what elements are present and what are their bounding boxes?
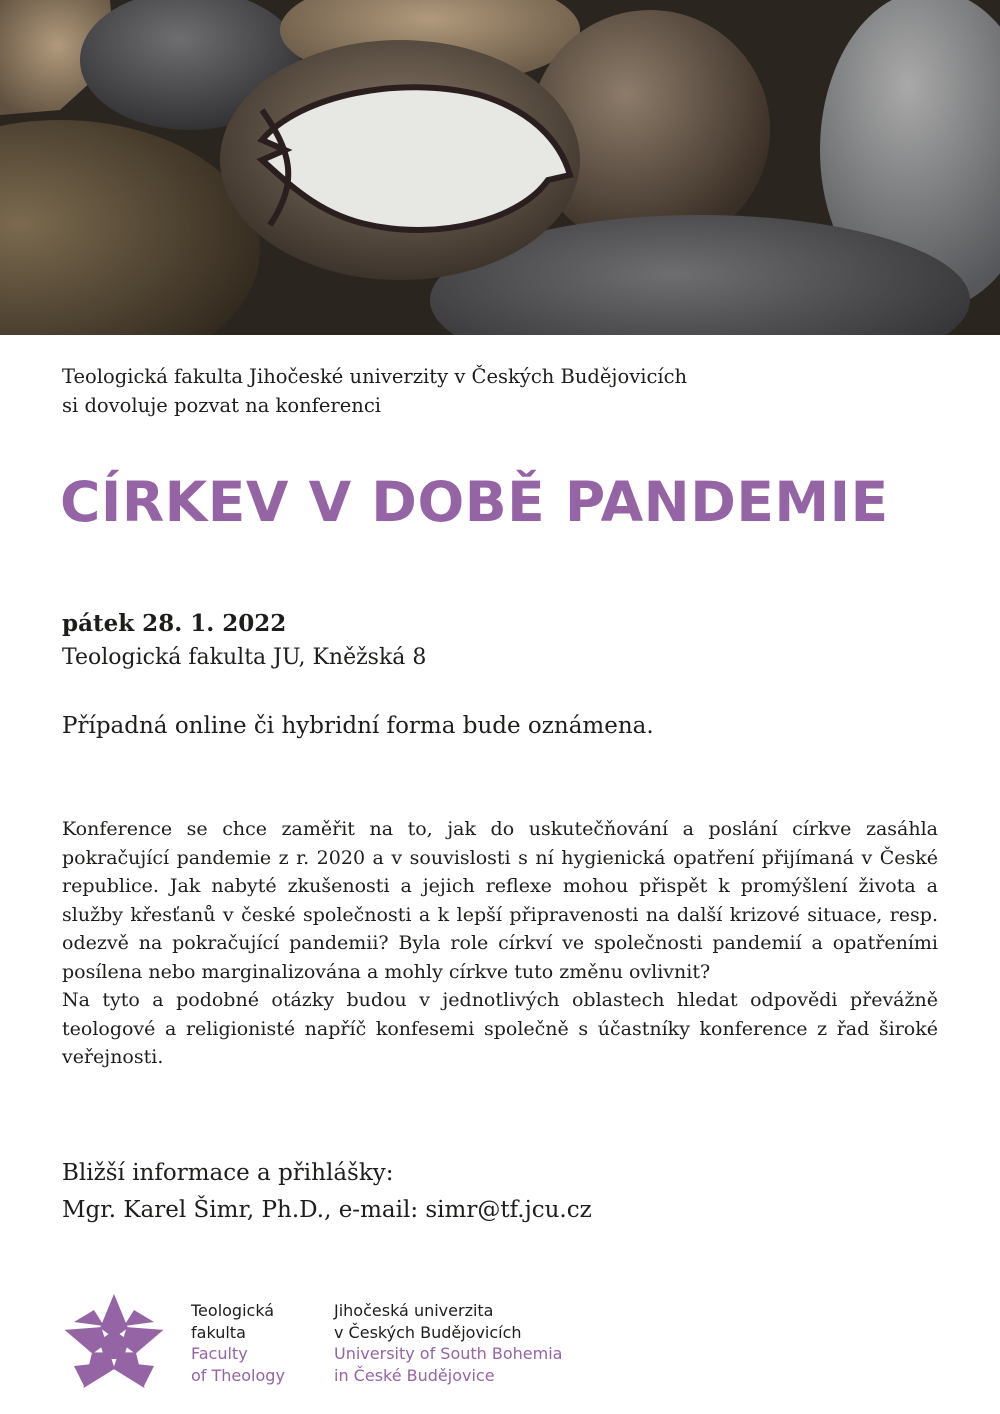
intro-line-1: Teologická fakulta Jihočeské univerzity v Českých Budějovicích xyxy=(62,365,688,388)
intro-line-2: si dovoluje pozvat na konferenci xyxy=(62,394,382,417)
faculty-en-line-1: Faculty xyxy=(191,1344,248,1363)
university-en-line-2: in České Budějovice xyxy=(334,1365,495,1385)
faculty-en-line-2: of Theology xyxy=(191,1365,285,1385)
event-date: pátek 28. 1. 2022 xyxy=(62,610,287,637)
hero-photo xyxy=(0,0,1000,335)
conference-description xyxy=(62,815,938,1072)
event-venue: Teologická fakulta JU, Kněžská 8 xyxy=(62,645,427,670)
university-name xyxy=(334,1300,562,1386)
conference-title: CÍRKEV V DOBĚ PANDEMIE xyxy=(60,470,889,534)
contact-person: Mgr. Karel Šimr, Ph.D., e-mail: simr@tf.jcu.cz xyxy=(62,1197,592,1223)
faculty-cz-line-1: Teologická xyxy=(191,1301,275,1320)
faculty-cz-line-2: fakulta xyxy=(191,1322,246,1342)
faculty-name xyxy=(191,1300,285,1386)
description-paragraph-1: Konference se chce zaměřit na to, jak do uskutečňování a poslání církve zasáhla pokračující pandemie z r. 2020 a v souvislosti s ní hygienická opatření přijímaná v České republice. Jak nabyté zkušenosti a jejich reflexe mohou přispět k promýšlení života a služby křesťanů v české společnosti a k lepší připravenosti na další krizové situace, resp. odezvě na pokračující pandemii? Byla role církví ve společnosti pandemií a opatřeními posílena nebo marginalizována a mohly církve tuto změnu ovlivnit? xyxy=(62,818,938,983)
faculty-flower-logo-icon xyxy=(58,1290,170,1398)
format-note: Případná online či hybridní forma bude oznámena. xyxy=(62,713,654,739)
university-cz-line-2: v Českých Budějovicích xyxy=(334,1322,522,1342)
university-en-line-1: University of South Bohemia xyxy=(334,1344,563,1363)
invitation-intro xyxy=(62,362,687,420)
description-paragraph-2: Na tyto a podobné otázky budou v jednotlivých oblastech hledat odpovědi převážně teologové a religionisté napříč konfesemi společně s účastníky konference z řad široké veřejnosti. xyxy=(62,989,938,1068)
stones-fish-image xyxy=(0,0,1000,335)
contact-label: Bližší informace a přihlášky: xyxy=(62,1160,394,1186)
university-cz-line-1: Jihočeská univerzita xyxy=(334,1301,494,1320)
